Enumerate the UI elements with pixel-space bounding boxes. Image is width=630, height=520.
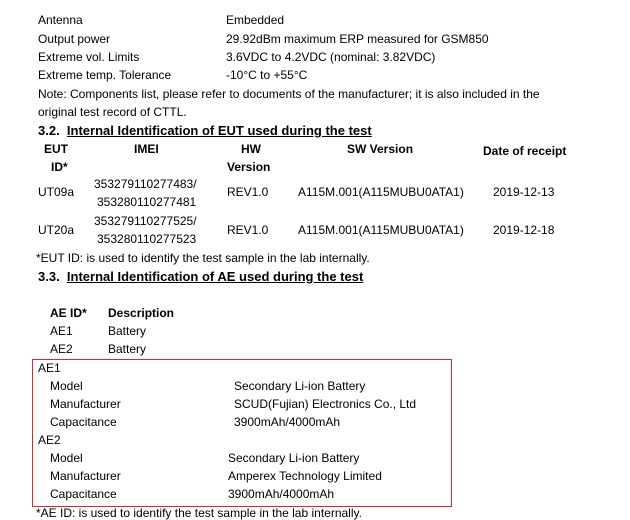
- detail-label: Manufacturer: [50, 469, 121, 483]
- eut-id: UT20a: [38, 223, 75, 237]
- imei-2: 353280110277481: [97, 195, 197, 209]
- ae-description: Battery: [108, 324, 147, 338]
- header-description: Description: [108, 306, 175, 320]
- header-date: Date of receipt: [483, 144, 567, 158]
- detail-value: Secondary Li-ion Battery: [234, 379, 366, 393]
- imei-2: 353280110277523: [97, 232, 197, 246]
- detail-value: SCUD(Fujian) Electronics Co., Ltd: [234, 397, 417, 411]
- section-title: Internal Identification of EUT used during the test: [66, 123, 372, 138]
- receipt-date: 2019-12-13: [493, 185, 555, 199]
- spec-label: Antenna: [38, 13, 83, 27]
- ae-detail-name: AE2: [38, 433, 61, 447]
- ae-detail-name: AE1: [38, 361, 61, 375]
- detail-value: 3900mAh/4000mAh: [234, 415, 341, 429]
- imei-1: 353279110277525/: [94, 214, 197, 228]
- detail-value: Amperex Technology Limited: [228, 469, 382, 483]
- spec-value: 3.6VDC to 4.2VDC (nominal: 3.82VDC): [226, 50, 436, 64]
- ae-description: Battery: [108, 342, 147, 356]
- hw-version: REV1.0: [227, 223, 269, 237]
- spec-label: Extreme vol. Limits: [38, 50, 140, 64]
- spec-value: -10°C to +55°C: [226, 68, 308, 82]
- hw-version: REV1.0: [227, 185, 269, 199]
- eut-id: UT09a: [38, 185, 75, 199]
- ae-id: AE2: [50, 342, 73, 356]
- detail-value: 3900mAh/4000mAh: [228, 487, 335, 501]
- spec-value: Embedded: [226, 13, 285, 27]
- section-number: 3.3.: [38, 269, 60, 284]
- eut-footnote: *EUT ID: is used to identify the test sample in the lab internally.: [36, 251, 370, 265]
- spec-value: 29.92dBm maximum ERP measured for GSM850: [226, 32, 489, 46]
- sw-version: A115M.001(A115MUBU0ATA1): [298, 185, 464, 199]
- header-hw: HW: [241, 142, 261, 156]
- detail-label: Model: [50, 379, 83, 393]
- header-eut-id: ID*: [51, 160, 68, 174]
- header-ae-id: AE ID*: [50, 306, 87, 320]
- detail-label: Capacitance: [50, 487, 117, 501]
- receipt-date: 2019-12-18: [493, 223, 555, 237]
- imei-1: 353279110277483/: [94, 177, 197, 191]
- spec-label: Extreme temp. Tolerance: [38, 68, 172, 82]
- header-eut: EUT: [44, 142, 68, 156]
- note-line-2: original test record of CTTL.: [38, 105, 187, 119]
- detail-value: Secondary Li-ion Battery: [228, 451, 360, 465]
- header-imei: IMEI: [134, 142, 159, 156]
- note-line-1: Note: Components list, please refer to documents of the manufacturer; it is also included in the: [38, 87, 540, 101]
- section-title: Internal Identification of AE used during the test: [66, 269, 364, 284]
- section-heading-ae: [38, 270, 363, 283]
- section-number: 3.2.: [38, 123, 60, 138]
- ae-id: AE1: [50, 324, 73, 338]
- ae-footnote: *AE ID: is used to identify the test sample in the lab internally.: [36, 506, 362, 520]
- detail-label: Capacitance: [50, 415, 117, 429]
- detail-label: Manufacturer: [50, 397, 121, 411]
- header-sw: SW Version: [347, 142, 414, 156]
- section-heading-eut: [38, 124, 372, 137]
- sw-version: A115M.001(A115MUBU0ATA1): [298, 223, 464, 237]
- header-hw-version: Version: [227, 160, 271, 174]
- detail-label: Model: [50, 451, 83, 465]
- spec-label: Output power: [38, 32, 111, 46]
